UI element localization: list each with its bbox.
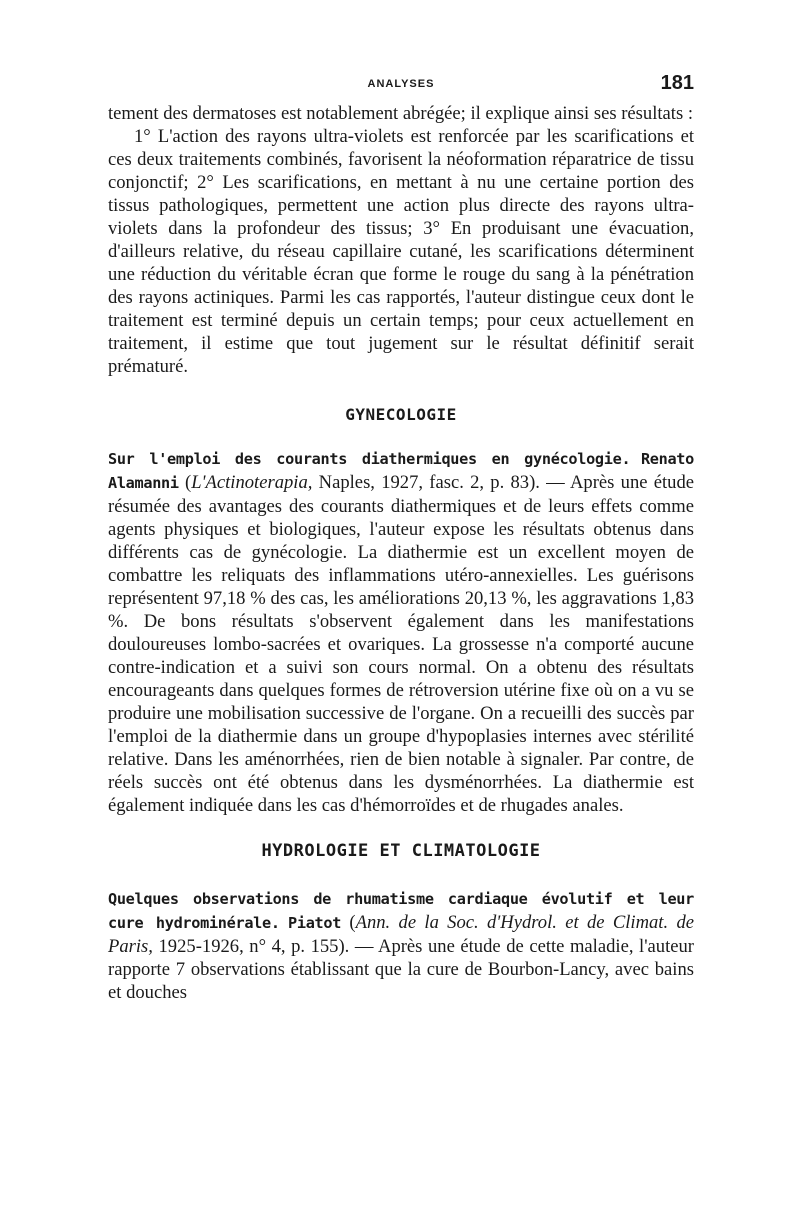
article-body: — Après une étude résumée des avantages des courants diathermiques et de leurs effets comme agents physiques et biologiques, l'auteur expose les résultats obtenus dans différents cas de gynécologie. La diathermie est un excellent moyen de combattre les reliquats des inflammations utéro-annexielles. Les guérisons représentent 97,18 % des cas, les améliorations 20,13 %, les aggravations 1,83 %. De bons résultats s'observent également dans les manifestations douloureuses lombo-sacrées et ovariques. La grossesse n'a comporté aucune contre-indication et a suivi son cours normal. On a obtenu des résultats encourageants dans quelques formes de rétroversion utérine fixe où on a vu se produire une mobilisation successive de l'organe. On a recueilli des succès par l'emploi de la diathermie dans un groupe d'hypoplasies internes avec stérilité relative. Dans les aménorrhées, rien de bien notable à signaler. Par contre, de réels succès ont été obtenus dans les dysménorrhées. La diathermie est également indiquée dans les cas d'hémorroïdes et de rhugades anales.	[108, 472, 695, 816]
journal-name: Ann. de la Soc. d'Hydrol. et de Climat. de Paris,	[108, 912, 694, 957]
intro-paragraph: tement des dermatoses est notablement abrégée; il explique ainsi ses résultats :	[108, 103, 694, 124]
source-open: (	[341, 912, 356, 933]
article-title: Quelques observations de rhumatisme cardiaque évolutif et leur cure hydrominérale.	[108, 890, 694, 932]
source-details: Naples, 1927, fasc. 2, p. 83).	[312, 472, 540, 493]
section-heading-gynecologie: GYNECOLOGIE	[345, 405, 457, 424]
source-details: 1925-1926, n° 4, p. 155).	[152, 936, 350, 957]
running-title: ANALYSES	[367, 78, 435, 90]
section-heading-hydrologie: HYDROLOGIE ET CLIMATOLOGIE	[261, 841, 541, 861]
journal-name: L'Actinoterapia,	[191, 472, 313, 493]
article-author: Piatot	[288, 914, 342, 932]
article-author: Renato Alamanni	[108, 450, 694, 492]
article-title: Sur l'emploi des courants diathermiques en gynécologie.	[108, 450, 631, 468]
points-paragraph: 1° L'action des rayons ultra-violets est renforcée par les scarifications et ces deux traitements combinés, favorisent la néoformation réparatrice de tissu conjonctif; 2° Les scarifications, en mettant à nu une certaine portion des tissus pathologiques, permettent une action plus directe des rayons ultra-violets dans la profondeur des tissus; 3° En produisant une évacuation, d'ailleurs relative, du réseau capillaire cutané, les scarifications déterminent une réduction du véritable écran que forme le rouge du sang à la pénétration des rayons actiniques. Parmi les cas rapportés, l'auteur distingue ceux dont le traitement est terminé depuis un certain temps; pour ceux actuellement en traitement, il estime que tout jugement sur le résultat définitif serait prématuré.	[108, 126, 694, 377]
running-header	[108, 72, 694, 102]
article-hydrologie	[108, 887, 694, 1004]
page-content	[108, 72, 694, 1004]
source-open: (	[178, 472, 192, 493]
article-body: — Après une étude de cette maladie, l'auteur rapporte 7 observations établissant que la cure de Bourbon-Lancy, avec bains et douches	[108, 936, 695, 1003]
page-number: 181	[660, 72, 694, 94]
article-gynecologie	[108, 447, 694, 817]
